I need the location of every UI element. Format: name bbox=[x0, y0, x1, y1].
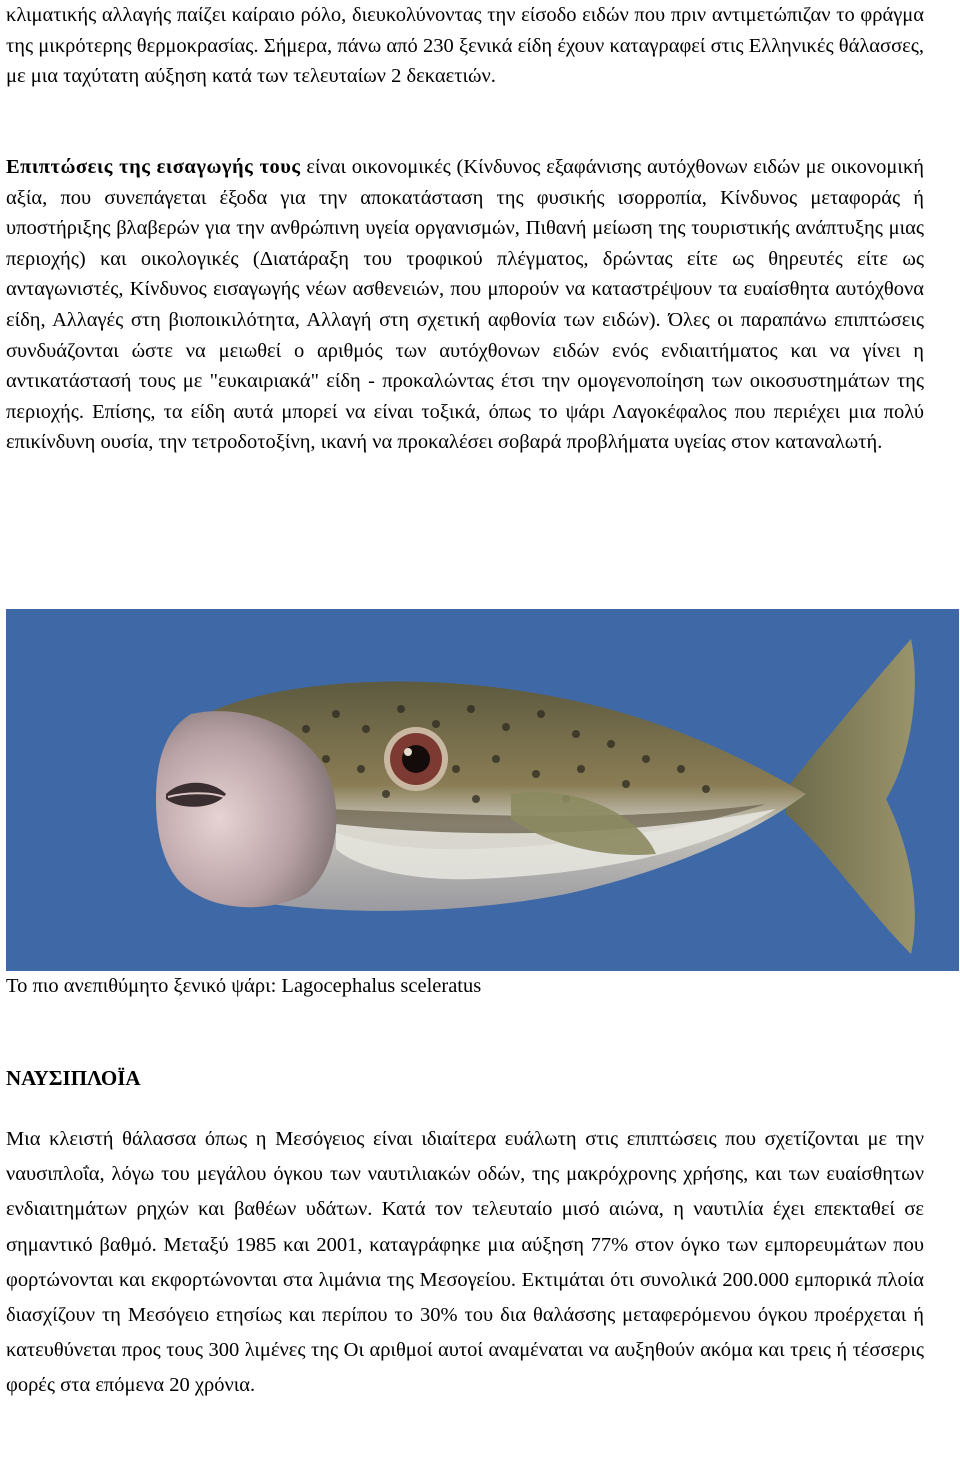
impacts-lead: Επιπτώσεις της εισαγωγής τους bbox=[6, 156, 301, 178]
shipping-paragraph: Μια κλειστή θάλασσα όπως η Μεσόγειος είναι ιδιαίτερα ευάλωτη στις επιπτώσεις που σχετίζονται με την ναυσιπλοΐα, λόγω του μεγάλου όγκου των ναυτιλιακών οδών, της μακρόχρονης χρήσης, και των ευαίσθητων ενδιαιτημάτων ρηχών και βαθέων υδάτων. Κατά τον τελευταίο μισό αιώνα, η ναυτιλία έχει επεκταθεί σε σημαντικό βαθμό. Μεταξύ 1985 και 2001, καταγράφηκε μια αύξηση 77% στον όγκο των εμπορευμάτων που φορτώνονται και εκφορτώνονται στα λιμάνια της Μεσογείου. Εκτιμάται ότι συνολικά 200.000 εμπορικά πλοία διασχίζουν τη Μεσόγειο ετησίως και περίπου το 30% του δια θαλάσσης μεταφερόμενου όγκου προέρχεται ή κατευθύνεται προς τους 300 λιμένες της Οι αριθμοί αυτοί αναμέναται να αυξηθούν ακόμα και τρεις ή τέσσερις φορές στα επόμενα 20 χρόνια. bbox=[6, 1128, 924, 1397]
impacts-paragraph bbox=[6, 152, 924, 458]
figure-caption: Το πιο ανεπιθύμητο ξενικό ψάρι: Lagocephalus sceleratus bbox=[6, 975, 482, 997]
section-heading: ΝΑΥΣΙΠΛΟΪΑ bbox=[6, 1066, 141, 1090]
impacts-body: είναι οικονομικές (Κίνδυνος εξαφάνισης αυτόχθονων ειδών με οικονομική αξία, που συνεπάγεται έξοδα για την αποκατάσταση της φυσικής ισορροπία, Κίνδυνος μεταφοράς ή υποστήριξης βλαβερών για την ανθρώπινη υγεία οργανισμών, Πιθανή μείωση της τουριστικής ανάπτυξης μιας περιοχής) και οικολογικές (Διατάραξη του τροφικού πλέγματος, δρώντας είτε ως θηρευτές είτε ως ανταγωνιστές, Κίνδυνος εισαγωγής νέων ασθενειών, που μπορούν να καταστρέψουν τα ευαίσθητα αυτόχθονα είδη, Αλλαγές στη βιοποικιλότητα, Αλλαγή στη σχετική αφθονία των ειδών). Όλες οι παραπάνω επιπτώσεις συνδυάζονται ώστε να μειωθεί ο αριθμός των αυτόχθονων ειδών ενός ενδιαιτήματος και να γίνει η αντικατάστασή τους με "ευκαιριακά" είδη - προκαλώντας έτσι την ομογενοποίηση των οικοσυστημάτων της περιοχής. Επίσης, τα είδη αυτά μπορεί να είναι τοξικά, όπως το ψάρι Λαγοκέφαλος που περιέχει μια πολύ επικίνδυνη ουσία, την τετροδοτοξίνη, ικανή να προκαλέσει σοβαρά προβλήματα υγείας στον καταναλωτή. bbox=[6, 156, 924, 454]
intro-paragraph: κλιματικής αλλαγής παίζει καίραιο ρόλο, διευκολύνοντας την είσοδο ειδών που πριν αντιμετώπιζαν το φράγμα της μικρότερης θερμοκρασίας. Σήμερα, πάνω από 230 ξενικά είδη έχουν καταγραφεί στις Ελληνικές θάλασσες, με μια ταχύτατη αύξηση κατά των τελευταίων 2 δεκαετιών. bbox=[6, 4, 924, 88]
pufferfish-illustration bbox=[6, 609, 959, 971]
pufferfish-photo bbox=[6, 609, 959, 971]
